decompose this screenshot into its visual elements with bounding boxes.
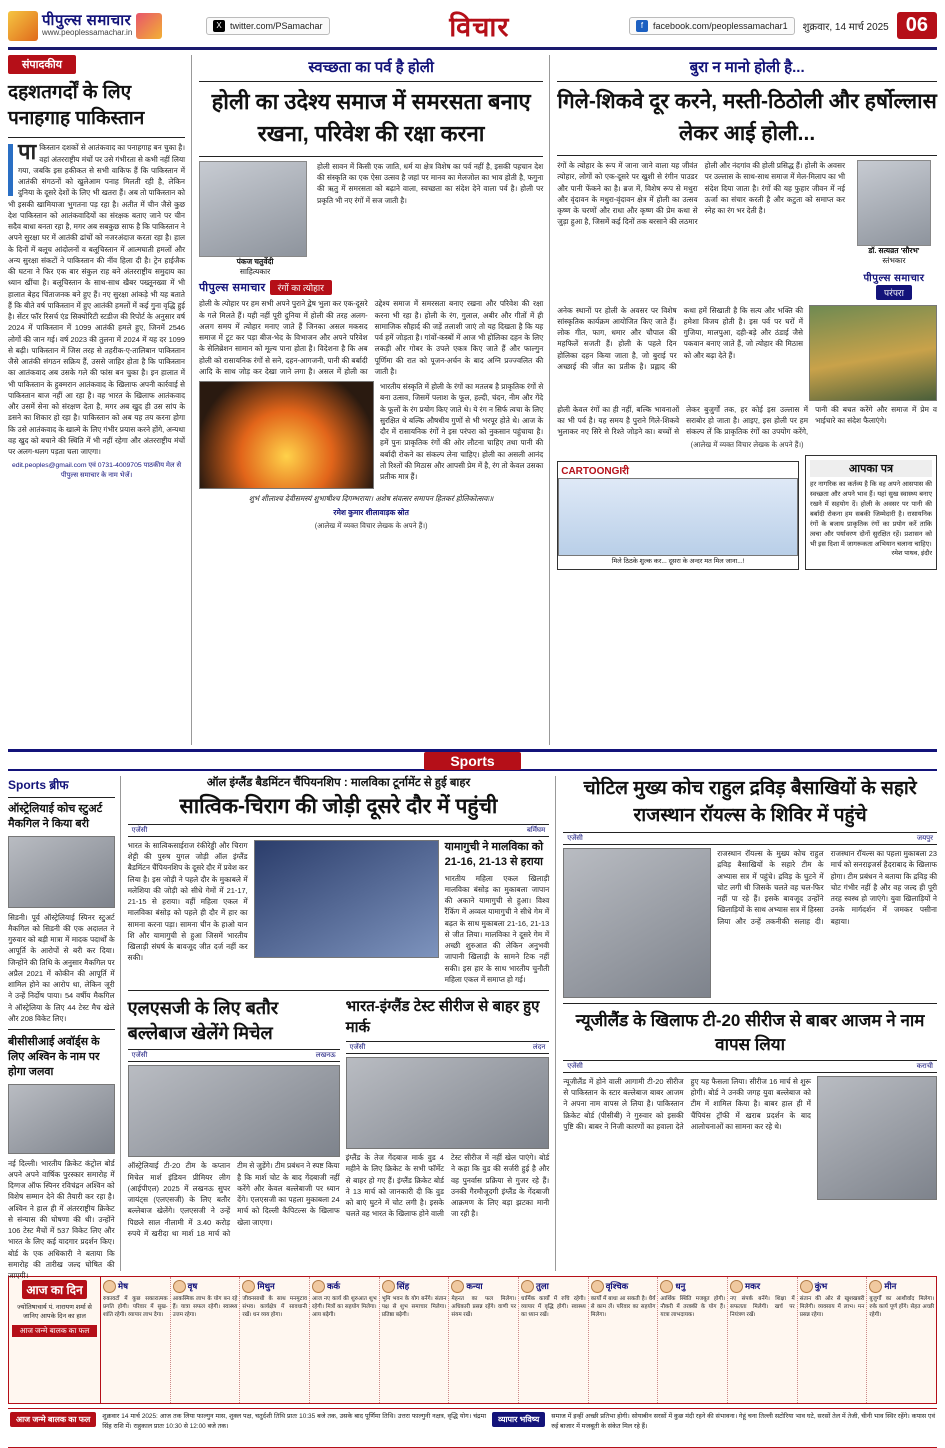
badminton-headline: सात्विक-चिराग की जोड़ी दूसरे दौर में पहुंची xyxy=(179,794,498,818)
footer-business-pill: व्यापार भविष्य xyxy=(492,1412,545,1427)
divider xyxy=(557,81,937,82)
zodiac-sign xyxy=(101,1277,171,1403)
zodiac-text: नए संपर्क बनेंगे। शिक्षा में सफलता मिलेगी। खर्च पर नियंत्रण रखें। xyxy=(730,1296,795,1319)
zodiac-icon-libra xyxy=(521,1280,534,1293)
brand-topic-tag: रंगों का त्योहार xyxy=(270,280,332,295)
logo-art-icon-2 xyxy=(136,13,162,39)
badminton-dateline: बर्मिंघम xyxy=(526,826,546,834)
editorial-tag: संपादकीय xyxy=(8,55,76,74)
dravid-headline: चोटिल मुख्य कोच राहुल द्रविड़ बैसाखियों के सहारे राजस्थान रॉयल्स के शिविर में पहुंचे xyxy=(583,778,917,826)
divider xyxy=(8,137,185,138)
brief-2-body: नई दिल्ली। भारतीय क्रिकेट कंट्रोल बोर्ड अपने अपने वार्षिक पुरस्कार समारोह में दिग्गज ऑफ स्पिनर रविचंद्रन अश्विन को विशेष सम्मान देने की तैयारी कर रहा है। अश्विन ने हाल ही में अंतरराष्ट्रीय क्रिकेट से संन्यास की घोषणा की थी। उन्होंने 106 टेस्ट मैचों में 537 विकेट लिए और भारत के लिए कई यादगार प्रदर्शन किए। बोर्ड के एक अधिकारी ने बताया कि समारोह की तारीख जल्द घोषित की जाएगी। xyxy=(8,1158,115,1281)
zodiac-text: रुकावटों में कुछ सकारात्मक प्रगति होगी। परिवार में सुख-शांति रहेगी। व्यापार लाभ देगा। xyxy=(103,1296,168,1319)
zodiac-name: वृश्चिक xyxy=(605,1281,629,1291)
brand-topic-tag-c: परंपरा xyxy=(876,285,912,300)
brand-strip-b xyxy=(199,280,543,295)
dravid-agency: एजेंसी xyxy=(567,835,583,843)
zodiac-name: मीन xyxy=(884,1281,897,1291)
article-column-b xyxy=(199,55,550,745)
zodiac-sign xyxy=(310,1277,380,1403)
lsg-headline: एलएसजी के लिए बतौर बल्लेबाज खेलेंगे मिचेल xyxy=(127,998,279,1044)
divider xyxy=(199,81,543,82)
zodiac-text: धार्मिक कार्यों में रुचि रहेगी। व्यापार में वृद्धि होगी। स्वास्थ्य का ध्यान रखें। xyxy=(521,1296,586,1319)
zodiac-sign xyxy=(589,1277,659,1403)
zodiac-sign xyxy=(449,1277,519,1403)
badminton-sub-headline: यामागुची ने मालविका को 21-16, 21-13 से हराया xyxy=(444,840,544,868)
wood-headline: भारत-इंग्लैंड टेस्ट सीरीज से बाहर हुए मार्क xyxy=(345,998,540,1037)
divider xyxy=(8,797,115,798)
article-c-disclaimer: (आलेख में व्यक्त विचार लेखक के अपने हैं।) xyxy=(690,440,804,450)
cartoon-title: CARTOONGIरी xyxy=(561,466,629,478)
footer-today-pill: आज जन्मे बालक का फल xyxy=(10,1412,96,1427)
lsg-body: ऑस्ट्रेलियाई टी-20 टीम के कप्तान मिचेल मार्श इंडियन प्रीमियर लीग (आईपीएल) 2025 में लखनऊ सुपर जायंट्स (एलएसजी) के लिए बतौर बल्लेबाज खेलेंगे। एलएसजी ने उन्हें पिछले साल नीलामी में 3.40 करोड़ रुपये में खरीदा था मार्श 18 मार्च को टीम से जुड़ेंगे। टीम प्रबंधन ने स्पष्ट किया है कि मार्श चोट के बाद गेंदबाजी नहीं करेंगे और केवल बल्लेबाजी पर ध्यान देंगे। एलएसजी का पहला मुकाबला 24 मार्च को दिल्ली कैपिटल्स के खिलाफ खेला जाएगा। xyxy=(127,1161,340,1238)
zodiac-text: संतान की ओर से खुशखबरी मिलेगी। व्यवसाय में लाभ। मन प्रसन्न रहेगा। xyxy=(799,1296,865,1319)
horoscope-title: आज का दिन xyxy=(22,1280,86,1299)
babar-dateline: कराची xyxy=(916,1062,933,1070)
article-c-headline: गिले-शिकवे दूर करने, मस्ती-ठिठोली और हर्षोल्लास लेकर आई होली... xyxy=(557,90,937,145)
article-c-kicker: बुरा न मानो होली है... xyxy=(689,59,805,76)
brief-1-body: सिडनी। पूर्व ऑस्ट्रेलियाई स्पिनर स्टुअर्ट मैकगिल को सिडनी की एक अदालत ने गुरुवार को बड़ी मात्रा में मादक पदार्थों के आपूर्ति के आरोपों से बरी कर दिया। जिन्होंने की तिथि के अनुसार मैकगिल पर अप्रैल 2021 में कोकीन की आपूर्ति में शामिल होने का आरोप था, लेकिन जूरी ने उन्हें निर्दोष पाया। 54 वर्षीय मैकगिल ने ऑस्ट्रेलिया के लिए 44 टेस्ट मैच खेले और 208 विकेट लिए। xyxy=(8,912,115,1023)
top-articles-area xyxy=(8,55,937,745)
babar-headline: न्यूजीलैंड के खिलाफ टी-20 सीरीज से बाबर आजम ने नाम वापस लिया xyxy=(575,1011,925,1054)
zodiac-text: कार्यों में बाधा आ सकती है। धैर्य से काम लें। परिवार का सहयोग मिलेगा। xyxy=(590,1296,656,1319)
zodiac-sign xyxy=(240,1277,310,1403)
zodiac-name: धनु xyxy=(675,1281,686,1291)
author-name: पंकज चतुर्वेदी xyxy=(236,256,274,266)
zodiac-name: मकर xyxy=(745,1281,761,1291)
sports-brief-column xyxy=(8,776,121,1281)
editorial-headline: दहशतगर्दों के लिए पनाहगाह पाकिस्तान xyxy=(8,82,145,129)
facebook-icon: f xyxy=(636,20,648,32)
brief-1-headline: ऑस्ट्रेलियाई कोच स्टुअर्ट मैकगिल ने किया बरी xyxy=(8,803,103,830)
twitter-label: twitter.com/PSamachar xyxy=(230,20,323,31)
article-c-body-2: अनेक स्थानों पर होली के अवसर पर विशेष सांस्कृतिक कार्यक्रम आयोजित किए जाते हैं। लोक गीत, फाग, धमार और चौपाल की महफिलें सजती हैं। होली के पहले दिन होलिका दहन किया जाता है, जो बुराई पर अच्छाई की जीत का प्रतीक है। प्रह्लाद की कथा हमें सिखाती है कि सत्य और भक्ति की हमेशा विजय होती है। इस पर्व पर घरों में गुजिया, मालपुआ, दही-बड़े और ठंडाई जैसे पकवान बनाए जाते हैं, जो त्योहार की मिठास को और बढ़ा देते हैं। xyxy=(557,305,803,371)
mark-wood-photo xyxy=(346,1057,550,1149)
article-b-credit: रमेश कुमार शीलावाड़क स्रोत xyxy=(333,508,409,518)
logo-art-icon xyxy=(8,11,38,41)
sports-brief-label: Sports ब्रीफ xyxy=(8,778,69,792)
badminton-body: भारत के सात्विकसाईराज रंकीरेड्डी और चिराग शेट्टी की पुरुष युगल जोड़ी ऑल इंग्लैंड बैडमिंटन चैंपियनशिप के दूसरे दौर में प्रवेश कर लिया है। इस जोड़ी ने पहले दौर के मुकाबले में मलेशिया की जोड़ी को सीधे गेमों में 21-17, 21-15 से हराया। वहीं महिला एकल में मालविका बंसोड़ को पहले ही दौर में हार का सामना करना पड़ा। सामना चीन के हाओ यान शि और यामागुची से हुआ जिसमें भारतीय खिलाड़ी संघर्ष के बावजूद जीत दर्ज नहीं कर सकी। xyxy=(127,840,248,963)
sports-column-b xyxy=(128,776,557,1271)
article-c-body-3: होली केवल रंगों का ही नहीं, बल्कि भावनाओं का भी पर्व है। यह समय है पुराने गिले-शिकवे भुलाकर नए सिरे से रिश्ते जोड़ने का। बच्चों से लेकर बुजुर्गों तक, हर कोई इस उल्लास में सराबोर हो जाता है। आइए, इस होली पर हम संकल्प लें कि प्राकृतिक रंगों का उपयोग करेंगे, पानी की बचत करेंगे और समाज में प्रेम व भाईचारे का संदेश फैलाएंगे। xyxy=(557,404,937,436)
zodiac-name: कुंभ xyxy=(814,1281,828,1291)
dravid-body: राजस्थान रॉयल्स के मुख्य कोच राहुल द्रविड़ बैसाखियों के सहारे टीम के अभ्यास सत्र में पहुंचे। द्रविड़ के घुटने में चोट लगी थी जिसके चलते वह चल-फिर नहीं पा रहे हैं। इसके बावजूद उन्होंने खिलाड़ियों के साथ अभ्यास सत्र में हिस्सा लिया और उन्हें तकनीकी सलाह दी। राजस्थान रॉयल्स का पहला मुकाबला 23 मार्च को सनराइजर्स हैदराबाद के खिलाफ होगा। टीम प्रबंधन ने बताया कि द्रविड़ की चोट गंभीर नहीं है और वह जल्द ही पूरी तरह स्वस्थ हो जाएंगे। युवा खिलाड़ियों ने उनके मार्गदर्शन में जमकर पसीना बहाया। xyxy=(717,849,937,926)
letters-body: हर नागरिक का कर्तव्य है कि वह अपने आसपास की स्वच्छता और अपने भाव हैं। यहां सुख स्वास्थ्य बनाए रखने में सहयोग दें। होली के अवसर पर पानी की बर्बादी रोकना हम सबकी जिम्मेदारी है। रासायनिक रंगों के बजाय प्राकृतिक रंगों का प्रयोग करें ताकि त्वचा और पर्यावरण दोनों सुरक्षित रहें। प्रशासन को भी इस दिशा में जागरूकता अभियान चलाना चाहिए। xyxy=(810,481,932,549)
zodiac-icon-pisces xyxy=(869,1280,882,1293)
editorial-contact: edit.peoples@gmail.com एवं 0731-4009705 पाठकीय मेल से पीपुल्स समाचार के नाम भेजें। xyxy=(11,462,182,479)
twitter-handle[interactable] xyxy=(206,17,330,35)
badminton-agency: एजेंसी xyxy=(131,826,148,834)
divider xyxy=(128,990,550,991)
sports-section-band xyxy=(8,749,937,771)
brief-2-headline: बीसीसीआई अवॉर्ड्स के लिए अश्विन के नाम पर होगा जलवा xyxy=(8,1036,100,1078)
issue-date: शुक्रवार, 14 मार्च 2025 xyxy=(802,21,889,33)
zodiac-sign xyxy=(171,1277,241,1403)
divider xyxy=(563,1003,937,1004)
cartoon-caption: मिले ठिठके शुल्क कर... दूसरा के अन्दर मत मिल जाना...! xyxy=(611,558,745,566)
zodiac-icon-scorpio xyxy=(591,1280,604,1293)
holi-crowd-photo xyxy=(809,305,937,401)
zodiac-icon-taurus xyxy=(173,1280,186,1293)
badminton-photo xyxy=(254,840,439,958)
sports-column-c xyxy=(563,776,937,1271)
zodiac-sign xyxy=(728,1277,798,1403)
article-b-disclaimer: (आलेख में व्यक्त विचार लेखक के अपने हैं।) xyxy=(314,521,428,531)
zodiac-text: आकस्मिक लाभ के योग बन रहे हैं। यात्रा सफल रहेगी। स्वास्थ्य उत्तम रहेगा। xyxy=(172,1296,238,1319)
zodiac-sign xyxy=(798,1277,868,1403)
zodiac-name: मेष xyxy=(118,1281,128,1291)
dravid-dateline: जयपुर xyxy=(916,835,933,843)
facebook-handle[interactable] xyxy=(629,17,795,35)
page-footer xyxy=(8,1408,937,1448)
horoscope-footer-label: आज जन्मे बालक का फल xyxy=(12,1325,97,1337)
article-b-kicker: स्वच्छता का पर्व है होली xyxy=(308,59,434,76)
lsg-agency: एजेंसी xyxy=(131,1052,148,1060)
zodiac-icon-sagittarius xyxy=(660,1280,673,1293)
logo-title: पीपुल्स समाचार xyxy=(42,12,132,30)
zodiac-sign xyxy=(867,1277,936,1403)
zodiac-icon-gemini xyxy=(242,1280,255,1293)
footer-panchang: शुक्रवार 14 मार्च 2025: आज तक लिया फाल्गुन मास, शुक्ल पक्ष, चतुर्दशी तिथि प्रातः 10:35 बजे तक, उसके बाद पूर्णिमा तिथि। उत्तरा फाल्गुनी नक्षत्र, वृद्धि योग। चंद्रमा सिंह राशि में। राहुकाल प्रातः 10:30 से 12:00 बजे तक। xyxy=(102,1413,487,1430)
brief-1-photo xyxy=(8,836,115,908)
article-c-body-1: रंगों के त्योहार के रूप में जाना जाने वाला यह जीवंत त्योहार, लोगों को एक-दूसरे पर खुशी से रंगीन पाउडर और पानी फेंकने का है। ब्रज में, विशेष रूप से मथुरा और वृंदावन के मधुरा-वृंदावन क्षेत्र में होली का उत्सव कृष्ण के चरणों और राधा और कृष्ण की प्रेम कथा से जुड़ा हुआ है, जिसमें कई दिनों तक बरसाने की लठमार होली और नंदगांव की होली प्रसिद्ध हैं। होली के अवसर पर उल्लास के साथ-साथ समाज में मेल-मिलाप का भी संदेश दिया जाता है। रंगों की यह फुहार जीवन में नई ऊर्जा का संचार करती है और कटुता को समाप्त कर स्नेह का रंग भर देती है। xyxy=(557,161,845,227)
author-name-c: डॉ. सत्यव्रत 'सौरभ' xyxy=(868,246,920,255)
author-role-c: स्तंभकार xyxy=(882,255,906,265)
horoscope-panel xyxy=(8,1276,937,1404)
cartoon-panel xyxy=(557,461,799,569)
zodiac-name: कन्या xyxy=(466,1281,483,1291)
brand-strip-c xyxy=(851,270,937,300)
dravid-photo xyxy=(563,848,711,998)
zodiac-text: बुजुर्गों का आशीर्वाद मिलेगा। रुके कार्य पूर्ण होंगे। सेहत अच्छी रहेगी। xyxy=(869,1296,935,1319)
cartoon-image xyxy=(558,478,798,556)
divider xyxy=(557,155,937,156)
facebook-label: facebook.com/peoplessamachar1 xyxy=(653,20,788,31)
mitchell-marsh-photo xyxy=(128,1065,340,1157)
zodiac-text: आज नए कार्य की शुरुआत शुभ रहेगी। मित्रों का सहयोग मिलेगा। आय बढ़ेगी। xyxy=(312,1296,377,1319)
horoscope-header xyxy=(9,1277,101,1403)
logo-website: www.peoplessamachar.in xyxy=(42,28,133,38)
zodiac-name: सिंह xyxy=(396,1281,410,1291)
zodiac-icon-cancer xyxy=(312,1280,325,1293)
holika-bonfire-photo xyxy=(199,381,374,489)
zodiac-sign xyxy=(519,1277,589,1403)
masthead xyxy=(8,6,937,50)
wood-agency: एजेंसी xyxy=(349,1044,366,1052)
editorial-body: पाकिस्तान दशकों से आतंकवाद का पनाहगाह बन चुका है। वहां अंतरराष्ट्रीय मंचों पर उसे गंभीरता से कभी नहीं लिया गया, जबकि इस हकीकत से सभी वाकिफ हैं कि पाकिस्तान में आतंकी संगठनों को खुलेआम पनाह मिलती रही है, लेकिन दुनिया के दूसरे देशों के लिए भी खतरा हैं। अब तो पाकिस्तान को भी इसकी खामियाजा भुगतना पड़ रहा है। अतीत में चीन जैसे कुछ देश पाकिस्तान को आतंकवादियों का संरक्षक बताए जाने पर चीन सदैव बाधा बनता रहा है, मगर अब सबकुछ साफ है कि पाकिस्तान ने अपने सुरक्षा घर में आतंकी ढांचों को नजरअंदाज करता रहा है। हाल के दिनों में बलूच आंदोलनों व बलूचिस्तान में आत्मघाती हमलों और अन्य सुरक्षा संकटों ने पाकिस्तान की नींव हिला दी है। ट्रेन हाईजैक की घटना ने फिर एक बार संकुल राह बने अंतरराष्ट्रीय समुदाय का ध्यान खींचा है। बलूचिस्तान के साथ-साथ खैबर पख्तूनख्वा में भी हालात बेहद चिंताजनक बने हुए हैं। नए सुरक्षा आंकड़े भी यह बताते हैं कि बीते वर्ष पाकिस्तान में हुए आतंकी हमलों में कई गुना वृद्धि हुई है। सेंटर फॉर रिसर्च एंड सिक्योरिटी स्टडीज की रिपोर्ट के अनुसार वर्ष 2024 में पाकिस्तान में 1099 आतंकी हमले हुए, जिनमें 2546 लोगों की जान गई। वर्ष 2023 की तुलना में 2024 में यह दर 1099 से बढ़ी। पाकिस्तान में जिस तरह से तहरीक-ए-तालिबान पाकिस्तान जैसे आतंकी संगठन सक्रिय हैं, उससे जाहिर होता है कि पाकिस्तान का आतंकवाद अब उसके गले की फांस बन चुका है। इन हालात में भी पाकिस्तान के हुक्मरान आतंकवाद के खिलाफ अपनी कार्रवाई से पाकिस्तान बाज नहीं आ रहा है। वह भारत के खिलाफ आतंकवाद और उसमें सेना को संरक्षण देता है, मगर अब खुद ही उस सांप के डसने का शिकार हो रहा है। पाकिस्तान को अब यह तय करना होगा कि उसे आतंकवाद के खात्मे के लिए गंभीर प्रयास करने होंगे, अन्यथा वह खुद को बचाने की स्थिति में भी नहीं रहेगा और अंतरराष्ट्रीय मंचों पर अलग-थलग पड़ता चला जाएगा। xyxy=(8,139,186,457)
author-role: साहित्यकार xyxy=(239,266,271,276)
letters-title: आपका पत्र xyxy=(810,460,932,477)
zodiac-sign xyxy=(380,1277,450,1403)
zodiac-signs-row xyxy=(101,1277,936,1403)
zodiac-name: तुला xyxy=(536,1281,549,1291)
zodiac-icon-virgo xyxy=(451,1280,464,1293)
brief-2-photo xyxy=(8,1084,115,1154)
zodiac-name: मिथुन xyxy=(257,1281,275,1291)
article-b-body-2: भारतीय संस्कृति में होली के रंगों का मतलब है प्राकृतिक रंगों से बना उत्सव, जिसमें पलाश के फूल, हल्दी, चंदन, नीम और गेंदे के फूलों के रंग प्रयोग किए जाते थे। ये रंग न सिर्फ त्वचा के लिए सुरक्षित थे बल्कि औषधीय गुणों से भी भरपूर होते थे। आज के दौर में रासायनिक रंगों ने इस परंपरा को नुकसान पहुंचाया है। हमें पुनः प्राकृतिक रंगों की ओर लौटना चाहिए तथा पानी की बर्बादी रोकने का संकल्प लेना चाहिए। होली का असली आनंद तो रिश्तों की मिठास और आपसी प्रेम में है, रंग तो केवल उसका प्रतीक मात्र हैं। xyxy=(380,382,544,482)
article-b-intro: होली सावन में किसी एक जाति, धर्म या क्षेत्र विशेष का पर्व नहीं है, इसकी पहचान देश की संस्कृति का एक ऐसा उत्सव है जहां पर मानव का मेलजोल का भाव होती है, फगुना की ऋतु में समरसता को बढ़ाने वाला, स्वच्छता का संदेश देने वाला पर्व है। होली पर प्रकृति भी नए रंगों में सज जाती है। xyxy=(317,161,544,205)
author-photo xyxy=(199,161,307,257)
page-number: 06 xyxy=(897,12,937,39)
section-title: विचार xyxy=(449,12,510,42)
article-b-body-1: होली के त्योहार पर हम सभी अपने पुराने द्वेष भुला कर एक-दूसरे के गले मिलते हैं। यही नहीं पूरी दुनिया में होली की तरह अलग-अलग समय में त्योहार मनाए जाते हैं जिनका असल मकसद समाज में टूट कर पड़ा बीज-भेद के विभाजन और अपने परिवेश के सेलिब्रेशन सामान को मूल्य पाना होता है। विदेशना है कि अब होली को रासायनिक रंगों से सने, दहन-आगजनी, पानी की बर्बादी आदि के साथ जोड़ कर देखा जाने लगा है। असल में होली का उद्देश्य समाज में समरसता बनाए रखना और परिवेश की रक्षा करना भी रहा है। होली के रंग, गुलाल, अबीर और गीतों में ही सामाजिक सौहार्द की जड़ें तलाशी जाएं तो यह दिखता है कि यह पर्व हमें जोड़ता है। गांवों-कस्बों में आज भी होलिका दहन के लिए लकड़ी और गोबर के उपले एकत्र किए जाते हैं और फाल्गुन पूर्णिमा की रात को पूजन-अर्चन के बाद अग्नि प्रज्ज्वलित की जाती है। xyxy=(199,299,544,376)
divider xyxy=(8,1029,115,1030)
accent-bar xyxy=(8,144,13,196)
letters-signature: रमेश पाथव, इंदौर xyxy=(891,550,932,558)
divider xyxy=(199,156,543,157)
badminton-kicker: ऑल इंग्लैंड बैडमिंटन चैंपियनशिप : मालविका टूर्नामेंट से हुई बाहर xyxy=(206,777,471,789)
zodiac-text: जीवनसाथी के साथ मनमुटाव संभव। कार्यक्षेत्र में सावधानी रखें। धन व्यय होगा। xyxy=(242,1296,308,1319)
brand-logo-label: पीपुल्स समाचार xyxy=(199,282,266,295)
babar-agency: एजेंसी xyxy=(567,1062,583,1070)
article-b-headline: होली का उदेश्य समाज में समरसता बनाए रखना, परिवेश की रक्षा करना xyxy=(211,89,531,146)
wood-dateline: लंदन xyxy=(532,1044,546,1052)
zodiac-name: कर्क xyxy=(327,1281,341,1291)
letters-panel xyxy=(805,455,937,569)
zodiac-text: भूमि भवन के योग बनेंगे। संतान पक्ष से शुभ समाचार मिलेगा। प्रतिष्ठा बढ़ेगी। xyxy=(381,1296,447,1319)
babar-body: न्यूजीलैंड में होने वाली आगामी टी-20 सीरीज से पाकिस्तान के स्टार बल्लेबाज बाबर आजम ने अपना नाम वापस ले लिया है। पाकिस्तान क्रिकेट बोर्ड (पीसीबी) ने गुरुवार को इसकी पुष्टि की। बाबर ने निजी कारणों का हवाला देते हुए यह फैसला लिया। सीरीज 16 मार्च से शुरू होगी। बोर्ड ने उनकी जगह युवा बल्लेबाज को टीम में शामिल किया है। बाबर हाल ही में चैंपियंस ट्रॉफी में खराब प्रदर्शन के बाद आलोचनाओं का सामना कर रहे थे। xyxy=(563,1076,811,1131)
footer-business-text: समाज में इन्हीं अच्छी प्रतिभा होगी। सोयाबीन सरसों में कुछ मंदी रहने की संभावना। गेहूं चना तिल्ली सटोरिया भाव घटे, सरसों तेल में तेजी, चीनी भाव स्थिर रहेंगे। कपास एवं रुई बाजार में मजबूती के संकेत मिल रहे हैं। xyxy=(551,1413,936,1430)
sports-label: Sports xyxy=(424,752,520,770)
brand-logo-label-c: पीपुल्स समाचार xyxy=(863,272,925,284)
horoscope-subtitle: ज्योतिषाचार्य पं. नारायण शर्मा से जानिए आपके दिन का हाल xyxy=(17,1304,92,1321)
article-b-sanskrit-verse: शुभं शीलाश्च देवीसमस्यं शुभाषीश्च दिगम्भराया। अशेष संवत्सर समापन हितकरं होलिकोत्सवः॥ xyxy=(248,494,494,504)
zodiac-text: आर्थिक स्थिति मजबूत होगी। नौकरी में तरक्की के योग हैं। यात्रा लाभदायक। xyxy=(660,1296,726,1319)
zodiac-icon-aquarius xyxy=(800,1280,813,1293)
twitter-icon: X xyxy=(213,20,225,32)
zodiac-icon-capricorn xyxy=(730,1280,743,1293)
babar-azam-photo xyxy=(817,1076,937,1200)
wood-body: इंग्लैंड के तेज गेंदबाज मार्क वुड 4 महीने के लिए क्रिकेट के सभी फॉर्मेट से बाहर हो गए हैं। इंग्लैंड क्रिकेट बोर्ड ने 13 मार्च को जानकारी दी कि वुड को बाएं घुटने में चोट लगी है। इसके चलते वह भारत के खिलाफ होने वाली टेस्ट सीरीज में नहीं खेल पाएंगे। बोर्ड ने कहा कि वुड की सर्जरी हुई है और वह पुनर्वास प्रक्रिया से गुजर रहे हैं। उनकी गैरमौजूदगी इंग्लैंड के गेंदबाजी आक्रमण के लिए बड़ा झटका मानी जा रही है। xyxy=(345,1153,550,1219)
newspaper-logo xyxy=(8,11,198,41)
zodiac-name: वृष xyxy=(187,1281,198,1291)
editorial-column xyxy=(8,55,192,745)
author-photo-c xyxy=(857,160,931,246)
zodiac-icon-aries xyxy=(103,1280,116,1293)
lsg-dateline: लखनऊ xyxy=(315,1052,336,1060)
zodiac-icon-leo xyxy=(382,1280,395,1293)
zodiac-sign xyxy=(658,1277,728,1403)
article-column-c xyxy=(557,55,937,745)
sports-area xyxy=(8,776,937,1281)
badminton-sub-body: भारतीय महिला एकल खिलाड़ी मालविका बंसोड़ का मुकाबला जापान की अकाने यामागुची से हुआ। विश्व रैंकिंग में अव्वल यामागुची ने सीधे गेम में बढ़त के साथ मुकाबला 21-16, 21-13 से जीत लिया। मालविका ने दूसरे गेम में अच्छी शुरुआत की लेकिन अनुभवी जापानी खिलाड़ी के सामने टिक नहीं सकी। इस हार के साथ भारतीय चुनौती महिला एकल में समाप्त हो गई। xyxy=(444,873,550,984)
zodiac-text: मेहनत का फल मिलेगा। अधिकारी प्रसन्न रहेंगे। वाणी पर संयम रखें। xyxy=(451,1296,517,1319)
